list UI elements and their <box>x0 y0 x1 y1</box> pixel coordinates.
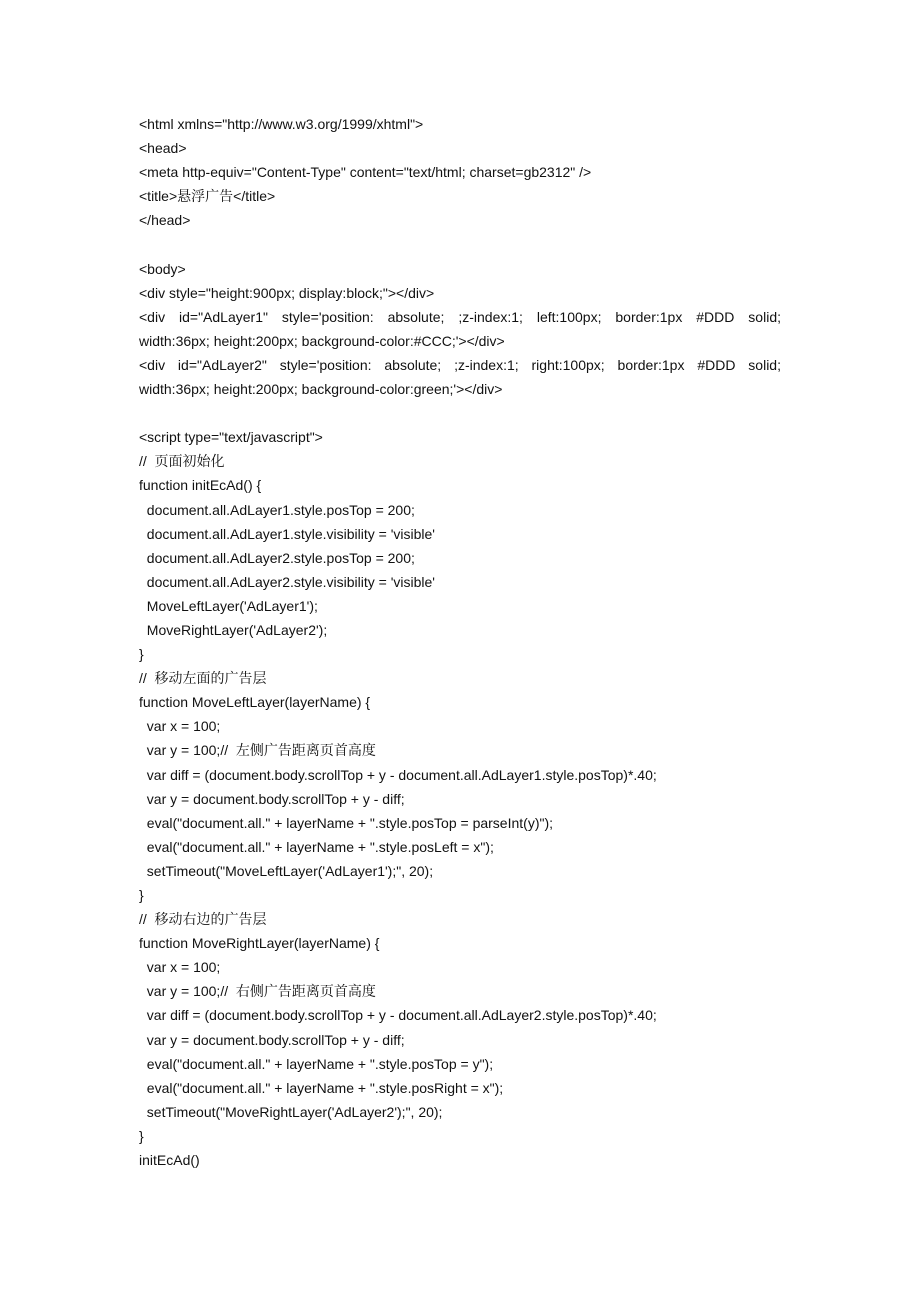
code-listing <box>139 112 781 1172</box>
code-comment-move-left: // 移动左面的广告层 <box>139 670 267 687</box>
code-line: var y = document.body.scrollTop + y - diff; <box>139 1031 405 1048</box>
code-line: eval("document.all." + layerName + ".style.posRight = x"); <box>139 1079 504 1096</box>
code-line-adlayer1-div: <div id="AdLayer1" style='position: absolute; ;z-index:1; left:100px; border:1px #DDD solid; <box>139 308 781 325</box>
code-line-blank <box>139 232 781 256</box>
code-line: MoveRightLayer('AdLayer2'); <box>139 621 328 638</box>
code-line-meta: <meta http-equiv="Content-Type" content="text/html; charset=gb2312" /> <box>139 164 592 181</box>
code-line: setTimeout("MoveLeftLayer('AdLayer1');", 20); <box>139 862 434 879</box>
code-line: var x = 100; <box>139 959 221 976</box>
code-line: eval("document.all." + layerName + ".style.posTop = parseInt(y)"); <box>139 814 553 831</box>
code-line: eval("document.all." + layerName + ".style.posTop = y"); <box>139 1055 494 1072</box>
code-line-spacer-div: <div style="height:900px; display:block;"></div> <box>139 284 435 301</box>
code-line: var diff = (document.body.scrollTop + y - document.all.AdLayer2.style.posTop)*.40; <box>139 1007 657 1024</box>
code-line: var x = 100; <box>139 718 221 735</box>
code-comment-init: // 页面初始化 <box>139 453 225 470</box>
code-line-blank <box>139 401 781 425</box>
code-line-body-open: <body> <box>139 260 186 277</box>
code-line-brace: } <box>139 887 144 903</box>
code-line-head-open: <head> <box>139 140 187 157</box>
code-line: document.all.AdLayer1.style.visibility = 'visible' <box>139 525 435 542</box>
code-line-script-open: <script type="text/javascript"> <box>139 429 323 446</box>
code-line: setTimeout("MoveRightLayer('AdLayer2');", 20); <box>139 1103 443 1120</box>
code-line: var diff = (document.body.scrollTop + y - document.all.AdLayer1.style.posTop)*.40; <box>139 766 657 783</box>
code-line: document.all.AdLayer1.style.posTop = 200; <box>139 501 415 518</box>
code-line-init-call: initEcAd() <box>139 1152 200 1169</box>
code-line-move-left-func: function MoveLeftLayer(layerName) { <box>139 694 371 711</box>
code-line: var y = 100;// 左侧广告距离页首高度 <box>139 742 376 759</box>
code-line-html-open: <html xmlns="http://www.w3.org/1999/xhtml"> <box>139 116 424 132</box>
code-line-adlayer1-div-cont: width:36px; height:200px; background-color:#CCC;'></div> <box>139 332 505 349</box>
code-line-move-right-func: function MoveRightLayer(layerName) { <box>139 935 380 952</box>
code-line-title: <title>悬浮广告</title> <box>139 188 276 205</box>
code-line: eval("document.all." + layerName + ".style.posLeft = x"); <box>139 838 494 855</box>
code-line-adlayer2-div-cont: width:36px; height:200px; background-color:green;'></div> <box>139 381 503 398</box>
code-comment-move-right: // 移动右边的广告层 <box>139 911 267 928</box>
code-line-head-close: </head> <box>139 212 191 229</box>
code-line: var y = 100;// 右侧广告距离页首高度 <box>139 983 376 1000</box>
code-line-adlayer2-div: <div id="AdLayer2" style='position: absolute; ;z-index:1; right:100px; border:1px #DDD solid; <box>139 356 781 373</box>
code-line: document.all.AdLayer2.style.visibility = 'visible' <box>139 573 435 590</box>
code-line: document.all.AdLayer2.style.posTop = 200; <box>139 549 415 566</box>
code-line-brace: } <box>139 646 144 663</box>
code-line-init-func: function initEcAd() { <box>139 477 262 494</box>
code-line: MoveLeftLayer('AdLayer1'); <box>139 597 318 614</box>
code-line: var y = document.body.scrollTop + y - diff; <box>139 790 405 807</box>
code-line-brace: } <box>139 1127 144 1144</box>
